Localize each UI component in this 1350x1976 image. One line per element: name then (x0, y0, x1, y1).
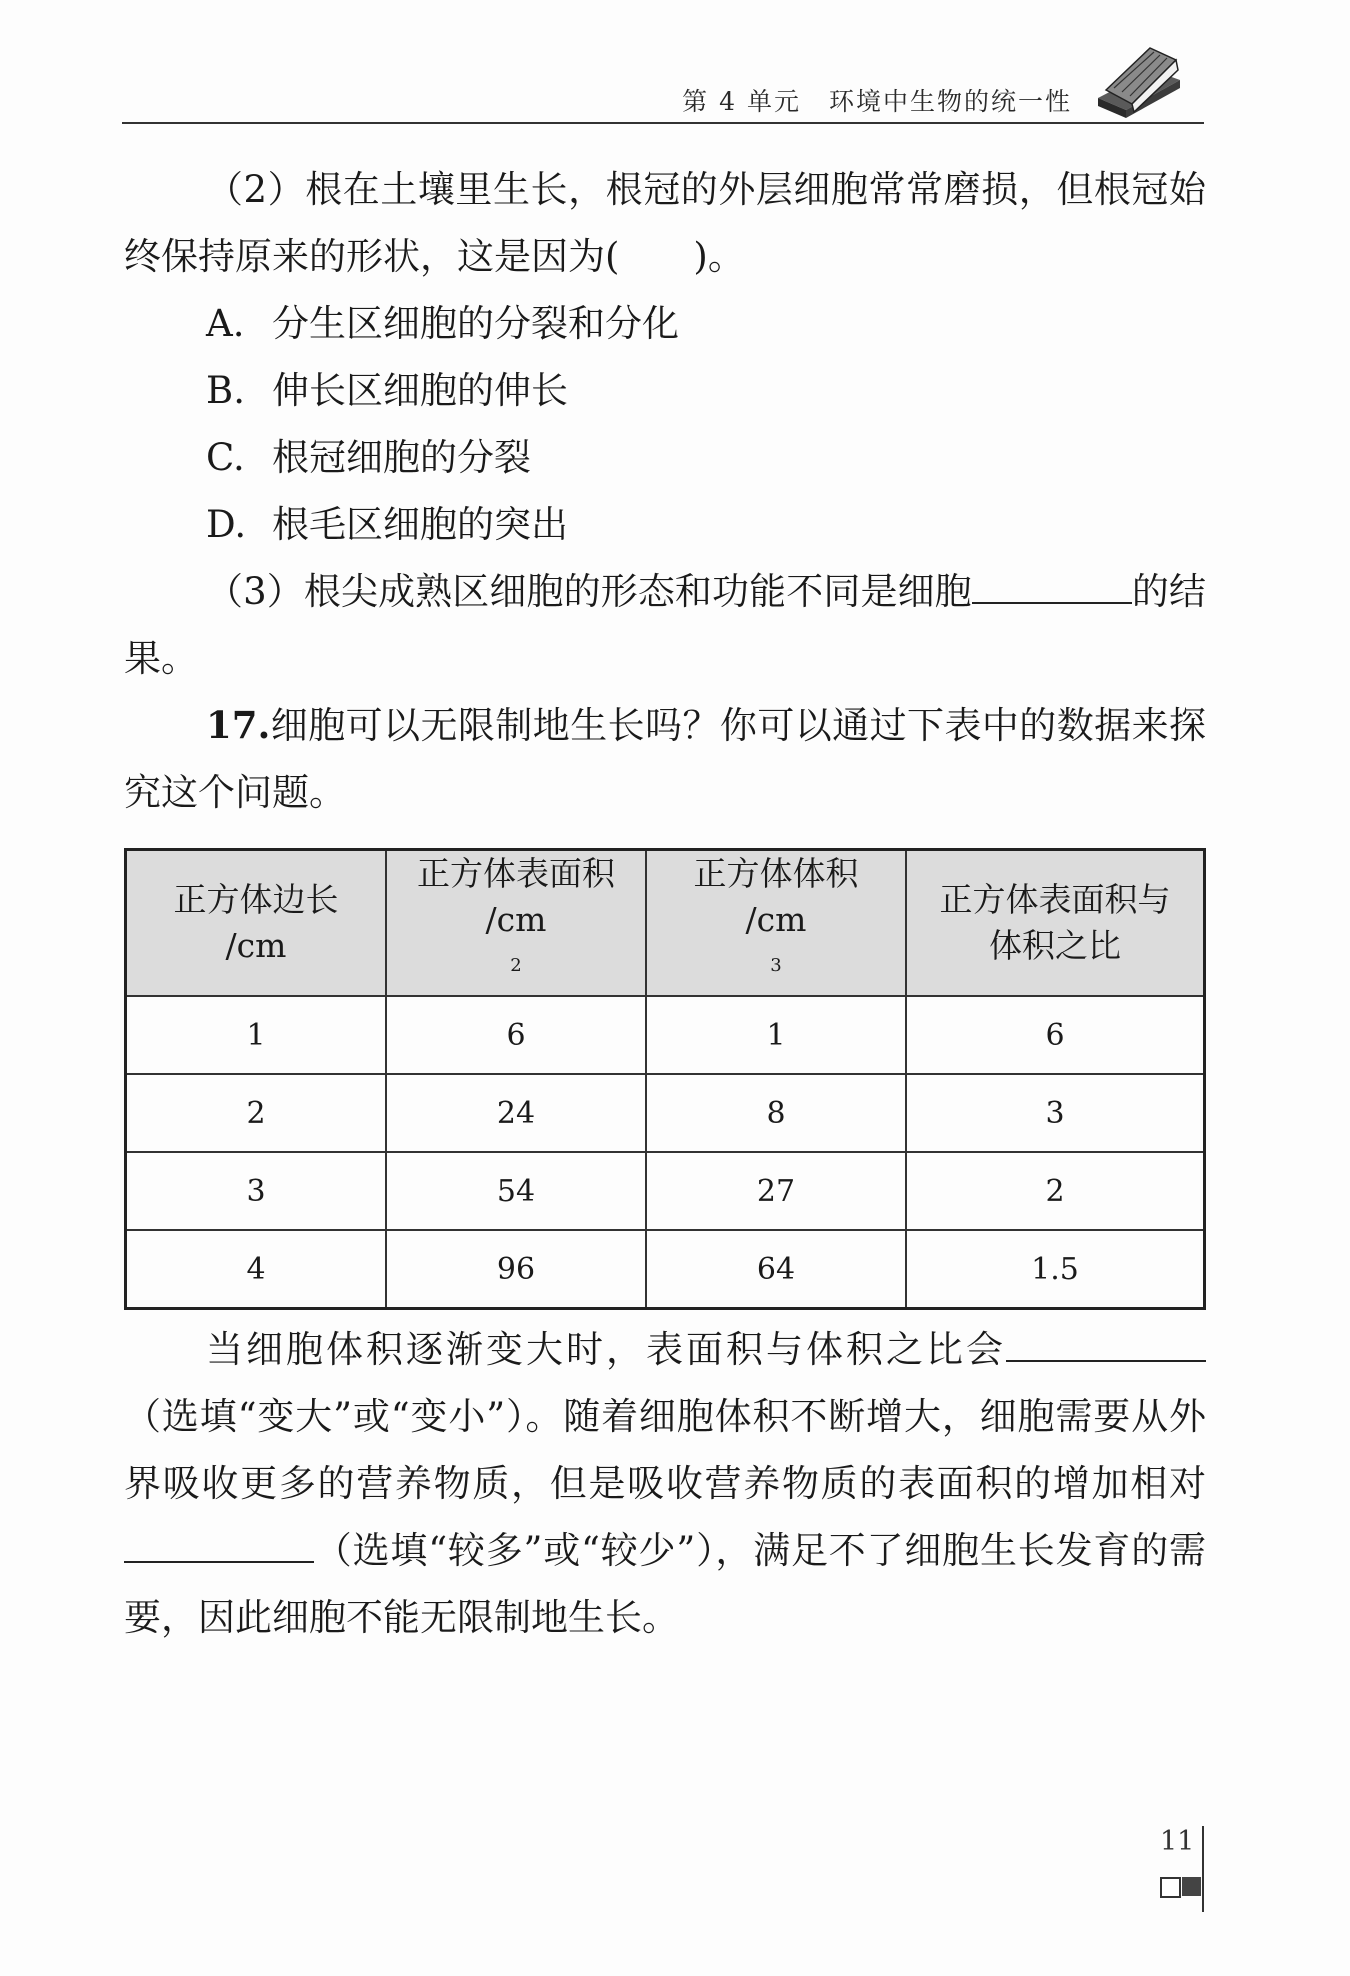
header-unit (647, 897, 905, 995)
question-16-part2 (124, 156, 1206, 826)
header-line: 正方体边长 (173, 880, 339, 919)
header-unit-sup: 2 (510, 955, 522, 976)
page-number-rule (1202, 1826, 1204, 1912)
table-cell: 1 (126, 996, 387, 1074)
question-number: 17. (206, 703, 271, 747)
header-unit-text: /cm (745, 900, 807, 939)
option-text: 根冠细胞的分裂 (272, 436, 531, 479)
table-cell: 1 (646, 996, 906, 1074)
footer-filled-square-icon (1182, 1877, 1201, 1896)
table-cell: 27 (646, 1152, 906, 1230)
header-unit-text: /cm (485, 900, 547, 939)
part3-text-after: 的结果。 (124, 570, 1206, 680)
table-cell: 54 (386, 1152, 646, 1230)
question-16-part3 (124, 558, 1206, 692)
table-cell: 1.5 (906, 1230, 1205, 1309)
option-text: 分生区细胞的分裂和分化 (272, 302, 679, 345)
footer-square-icon (1160, 1877, 1181, 1898)
question-stem: （2）根在土壤里生长，根冠的外层细胞常常磨损，但根冠始终保持原来的形状，这是因为( )。 (124, 168, 1206, 278)
table-cell: 3 (906, 1074, 1205, 1152)
part3-text-before: （3）根尖成熟区细胞的形态和功能不同是细胞 (206, 570, 972, 613)
conclusion-section (124, 1316, 1206, 1651)
option-d (124, 491, 1206, 558)
table-row (126, 1152, 1205, 1230)
table-row (126, 1074, 1205, 1152)
option-text: 根毛区细胞的突出 (272, 503, 568, 546)
table-cell: 24 (386, 1074, 646, 1152)
table-header-row (126, 850, 1205, 997)
table-cell: 2 (126, 1074, 387, 1152)
answer-blank[interactable] (124, 1527, 314, 1563)
header-unit-sup: 3 (770, 955, 782, 976)
header-line: 正方体体积 (693, 854, 859, 893)
header-unit: 第 4 单元 (682, 87, 801, 116)
table-cell: 8 (646, 1074, 906, 1152)
cube-data-table (124, 848, 1206, 1310)
table-cell: 2 (906, 1152, 1205, 1230)
table-cell: 4 (126, 1230, 387, 1309)
table-cell: 3 (126, 1152, 387, 1230)
conclusion-paragraph (124, 1316, 1206, 1651)
option-letter: D. (206, 503, 247, 546)
header-chapter: 环境中生物的统一性 (828, 87, 1072, 116)
option-letter: C. (206, 436, 245, 479)
conclusion-text-1: 当细胞体积逐渐变大时，表面积与体积之比会 (206, 1328, 1006, 1371)
option-letter: B. (206, 369, 245, 412)
answer-blank[interactable] (972, 568, 1132, 604)
book-icon (1092, 40, 1184, 124)
header-line: 正方体表面积 (417, 854, 615, 893)
page-number: 11 (1160, 1826, 1195, 1857)
header-rule (122, 122, 1204, 124)
option-c (124, 424, 1206, 491)
option-b (124, 357, 1206, 424)
option-letter: A. (206, 302, 245, 345)
question-17-stem: 细胞可以无限制地生长吗？你可以通过下表中的数据来探究这个问题。 (124, 704, 1206, 814)
header-unit: /cm (225, 926, 287, 965)
question-17 (124, 692, 1206, 826)
table-cell: 6 (386, 996, 646, 1074)
header-line: 体积之比 (989, 926, 1121, 965)
answer-blank[interactable] (1006, 1326, 1206, 1362)
conclusion-text-3: （选填“较多”或“较少”），满足不了细胞生长发育的需要，因此细胞不能无限制地生长。 (124, 1529, 1206, 1639)
table-row (126, 996, 1205, 1074)
table-row (126, 1230, 1205, 1309)
page-header (122, 60, 1204, 124)
table-cell: 96 (386, 1230, 646, 1309)
header-title (682, 82, 1072, 118)
header-unit (387, 897, 645, 995)
conclusion-text-2: （选填“变大”或“变小”）。随着细胞体积不断增大，细胞需要从外界吸收更多的营养物质，但是吸收营养物质的表面积的增加相对 (124, 1395, 1206, 1505)
header-line: 正方体表面积与 (939, 880, 1171, 919)
option-text: 伸长区细胞的伸长 (272, 369, 568, 412)
table-header-cell (906, 850, 1205, 997)
table-header-cell (126, 850, 387, 997)
option-a (124, 290, 1206, 357)
table-header-cell (386, 850, 646, 997)
table-cell: 64 (646, 1230, 906, 1309)
table-cell: 6 (906, 996, 1205, 1074)
table-header-cell (646, 850, 906, 997)
